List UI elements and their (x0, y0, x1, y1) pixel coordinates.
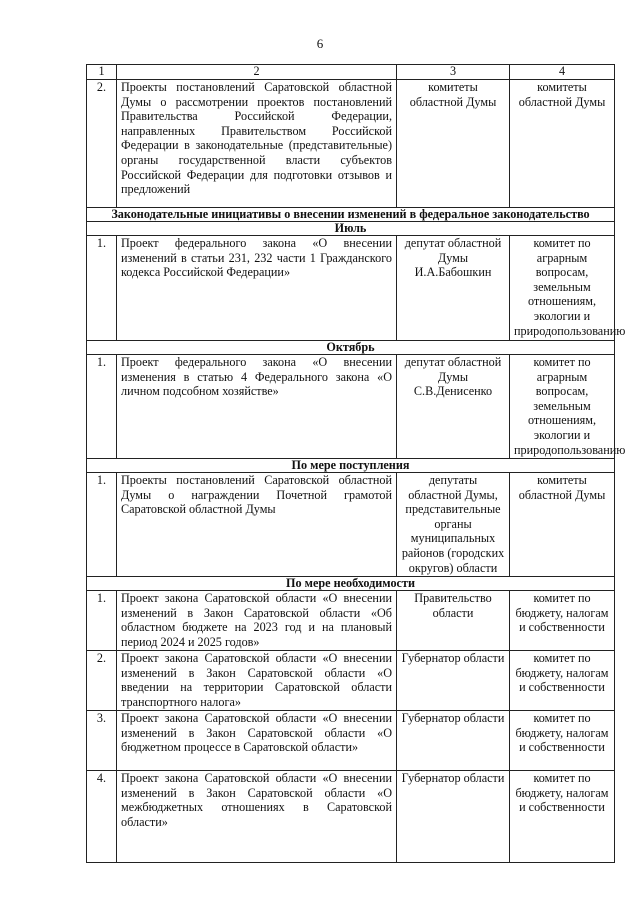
month-heading-july: Июль (87, 222, 615, 236)
row-responsible: комитет по аграрным вопросам, земельным отношениям, экологии и природопользованию (510, 236, 615, 341)
table-row (87, 355, 615, 459)
row-responsible: комитет по бюджету, налогам и собственности (510, 591, 615, 651)
row-number: 2. (87, 80, 117, 208)
row-initiator: Губернатор области (397, 771, 510, 863)
row-initiator: депутаты областной Думы, представительные органы муниципальных районов (городских округов) области (397, 473, 510, 577)
row-number: 2. (87, 651, 117, 711)
page-number: 6 (316, 36, 324, 51)
table-row (87, 473, 615, 577)
column-number-4: 4 (510, 65, 615, 80)
month-row-october (87, 341, 615, 355)
row-description: Проекты постановлений Саратовской областной Думы о награждении Почетной грамотой Саратовской областной Думы (117, 473, 397, 577)
row-initiator: Губернатор области (397, 651, 510, 711)
subsection-heading-necessity: По мере необходимости (87, 577, 615, 591)
row-initiator: Губернатор области (397, 711, 510, 771)
table-row (87, 591, 615, 651)
table-row (87, 236, 615, 341)
row-description: Проект федерального закона «О внесении изменения в статью 4 Федерального закона «О личном подсобном хозяйстве» (117, 355, 397, 459)
row-number: 1. (87, 236, 117, 341)
row-number: 1. (87, 355, 117, 459)
table-row (87, 711, 615, 771)
row-description: Проект закона Саратовской области «О внесении изменений в Закон Саратовской области «О межбюджетных отношениях в Саратовской области» (117, 771, 397, 863)
row-initiator: Правительство области (397, 591, 510, 651)
row-responsible: комитеты областной Думы (510, 473, 615, 577)
subsection-row-necessity (87, 577, 615, 591)
column-number-1: 1 (87, 65, 117, 80)
row-number: 3. (87, 711, 117, 771)
column-number-3: 3 (397, 65, 510, 80)
row-description: Проект федерального закона «О внесении изменений в статьи 231, 232 части 1 Гражданского кодекса Российской Федерации» (117, 236, 397, 341)
table-row (87, 651, 615, 711)
section-heading-row (87, 208, 615, 222)
row-responsible: комитеты областной Думы (510, 80, 615, 208)
table-row (87, 771, 615, 863)
month-row-july (87, 222, 615, 236)
row-initiator: депутат областной Думы И.А.Бабошкин (397, 236, 510, 341)
row-description: Проект закона Саратовской области «О внесении изменений в Закон Саратовской области «О введении на территории Саратовской области транспортного налога» (117, 651, 397, 711)
row-description: Проект закона Саратовской области «О внесении изменений в Закон Саратовской области «О бюджетном процессе в Саратовской области» (117, 711, 397, 771)
table-row (87, 80, 615, 208)
legislation-plan-table (86, 64, 626, 863)
row-description: Проекты постановлений Саратовской областной Думы о рассмотрении проектов постановлений Правительства Российской Федерации, направленных Правительством Российской Федерации в законодательные (представительные) органы государственной власти субъектов Российской Федерации для подготовки отзывов и предложений (117, 80, 397, 208)
month-heading-october: Октябрь (87, 341, 615, 355)
row-responsible: комитет по бюджету, налогам и собственности (510, 771, 615, 863)
row-number: 1. (87, 473, 117, 577)
column-number-2: 2 (117, 65, 397, 80)
row-responsible: комитет по бюджету, налогам и собственности (510, 711, 615, 771)
column-number-row (87, 65, 615, 80)
section-heading: Законодательные инициативы о внесении изменений в федеральное законодательство (87, 208, 615, 222)
row-number: 4. (87, 771, 117, 863)
subsection-row-receipt (87, 459, 615, 473)
row-responsible: комитет по бюджету, налогам и собственности (510, 651, 615, 711)
row-initiator: комитеты областной Думы (397, 80, 510, 208)
row-description: Проект закона Саратовской области «О внесении изменений в Закон Саратовской области «Об областном бюджете на 2023 год и на плановый период 2024 и 2025 годов» (117, 591, 397, 651)
subsection-heading-receipt: По мере поступления (87, 459, 615, 473)
row-responsible: комитет по аграрным вопросам, земельным отношениям, экологии и природопользованию (510, 355, 615, 459)
row-initiator: депутат областной Думы С.В.Денисенко (397, 355, 510, 459)
row-number: 1. (87, 591, 117, 651)
